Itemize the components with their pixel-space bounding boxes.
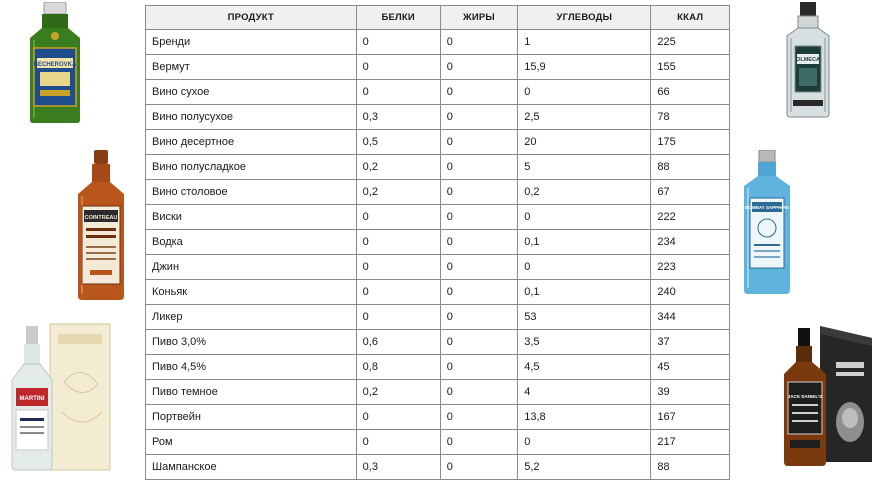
cell-carbs: 1: [518, 30, 651, 55]
cell-protein: 0,2: [356, 155, 440, 180]
table-row: [146, 455, 730, 480]
header-protein: БЕЛКИ: [356, 6, 440, 30]
cell-fat: 0: [440, 230, 518, 255]
bombay-sapphire-bottle-image: [738, 150, 796, 296]
cell-kcal: 240: [651, 280, 730, 305]
cell-kcal: 88: [651, 155, 730, 180]
table-row: [146, 55, 730, 80]
cell-fat: 0: [440, 30, 518, 55]
header-fat: ЖИРЫ: [440, 6, 518, 30]
cell-protein: 0: [356, 80, 440, 105]
cell-product: Вино полусладкое: [146, 155, 357, 180]
cell-product: Портвейн: [146, 405, 357, 430]
bombay-label-text: BOMBAY SAPPHIRE: [745, 205, 789, 210]
cell-carbs: 53: [518, 305, 651, 330]
table-row: [146, 180, 730, 205]
table-row: [146, 105, 730, 130]
cell-carbs: 0,1: [518, 230, 651, 255]
cell-product: Джин: [146, 255, 357, 280]
table-row: [146, 280, 730, 305]
cell-product: Бренди: [146, 30, 357, 55]
cell-protein: 0,3: [356, 455, 440, 480]
cell-kcal: 45: [651, 355, 730, 380]
cell-fat: 0: [440, 330, 518, 355]
cell-kcal: 344: [651, 305, 730, 330]
table-row: [146, 205, 730, 230]
cell-product: Ликер: [146, 305, 357, 330]
cell-fat: 0: [440, 130, 518, 155]
cell-protein: 0: [356, 280, 440, 305]
cell-protein: 0: [356, 205, 440, 230]
cell-fat: 0: [440, 155, 518, 180]
cell-fat: 0: [440, 430, 518, 455]
cell-carbs: 15,9: [518, 55, 651, 80]
olmeca-label-text: OLMECA: [796, 57, 820, 63]
cell-protein: 0: [356, 230, 440, 255]
table-row: [146, 330, 730, 355]
cell-fat: 0: [440, 455, 518, 480]
cell-product: Пиво 4,5%: [146, 355, 357, 380]
header-product: ПРОДУКТ: [146, 6, 357, 30]
cell-kcal: 66: [651, 80, 730, 105]
martini-bottle-image: [2, 322, 114, 472]
cell-product: Водка: [146, 230, 357, 255]
cell-kcal: 223: [651, 255, 730, 280]
cell-carbs: 3,5: [518, 330, 651, 355]
table-body: [146, 30, 730, 480]
header-carbs: УГЛЕВОДЫ: [518, 6, 651, 30]
cell-protein: 0: [356, 30, 440, 55]
cell-fat: 0: [440, 180, 518, 205]
cell-fat: 0: [440, 205, 518, 230]
cell-fat: 0: [440, 355, 518, 380]
cell-carbs: 5,2: [518, 455, 651, 480]
cell-protein: 0: [356, 55, 440, 80]
cell-protein: 0: [356, 405, 440, 430]
cell-carbs: 4,5: [518, 355, 651, 380]
cell-product: Пиво 3,0%: [146, 330, 357, 355]
table-row: [146, 130, 730, 155]
cell-product: Коньяк: [146, 280, 357, 305]
cell-carbs: 0: [518, 430, 651, 455]
becherovka-bottle-image: [26, 2, 84, 124]
jack-daniels-label-text: JACK DANIEL'S: [787, 394, 823, 399]
cell-protein: 0,8: [356, 355, 440, 380]
cell-carbs: 0,1: [518, 280, 651, 305]
cell-product: Вино десертное: [146, 130, 357, 155]
cell-fat: 0: [440, 255, 518, 280]
cell-carbs: 4: [518, 380, 651, 405]
martini-label-text: MARTINI: [19, 396, 45, 402]
cell-protein: 0,2: [356, 180, 440, 205]
table-row: [146, 305, 730, 330]
header-kcal: ККАЛ: [651, 6, 730, 30]
cell-fat: 0: [440, 280, 518, 305]
table-row: [146, 155, 730, 180]
cell-kcal: 234: [651, 230, 730, 255]
cell-product: Пиво темное: [146, 380, 357, 405]
cell-kcal: 88: [651, 455, 730, 480]
cell-carbs: 2,5: [518, 105, 651, 130]
table-row: [146, 255, 730, 280]
cell-kcal: 67: [651, 180, 730, 205]
cell-product: Виски: [146, 205, 357, 230]
cell-protein: 0,5: [356, 130, 440, 155]
cell-protein: 0: [356, 305, 440, 330]
cell-product: Вино сухое: [146, 80, 357, 105]
cointreau-bottle-image: [70, 150, 132, 302]
cell-protein: 0: [356, 255, 440, 280]
cell-kcal: 225: [651, 30, 730, 55]
cell-fat: 0: [440, 80, 518, 105]
olmeca-bottle-image: [783, 2, 833, 118]
table-row: [146, 355, 730, 380]
cell-product: Вермут: [146, 55, 357, 80]
becherovka-label-text: BECHEROVKA: [33, 62, 77, 68]
cell-kcal: 37: [651, 330, 730, 355]
table-row: [146, 380, 730, 405]
table-row: [146, 405, 730, 430]
cell-carbs: 0: [518, 205, 651, 230]
table-row: [146, 80, 730, 105]
cell-protein: 0: [356, 430, 440, 455]
cell-fat: 0: [440, 105, 518, 130]
cell-carbs: 13,8: [518, 405, 651, 430]
cell-carbs: 5: [518, 155, 651, 180]
cointreau-label-text: COINTREAU: [84, 215, 118, 221]
table-row: [146, 230, 730, 255]
nutrition-table: [145, 5, 730, 480]
cell-fat: 0: [440, 405, 518, 430]
cell-fat: 0: [440, 380, 518, 405]
table-row: [146, 30, 730, 55]
cell-carbs: 0,2: [518, 180, 651, 205]
cell-fat: 0: [440, 55, 518, 80]
table-header-row: [146, 6, 730, 30]
cell-kcal: 167: [651, 405, 730, 430]
cell-product: Ром: [146, 430, 357, 455]
cell-product: Вино полусухое: [146, 105, 357, 130]
cell-carbs: 0: [518, 80, 651, 105]
cell-protein: 0,2: [356, 380, 440, 405]
cell-protein: 0,3: [356, 105, 440, 130]
cell-carbs: 20: [518, 130, 651, 155]
jack-daniels-bottle-image: [780, 322, 876, 468]
cell-kcal: 39: [651, 380, 730, 405]
table-row: [146, 430, 730, 455]
cell-product: Вино столовое: [146, 180, 357, 205]
cell-kcal: 175: [651, 130, 730, 155]
cell-kcal: 78: [651, 105, 730, 130]
cell-kcal: 155: [651, 55, 730, 80]
cell-fat: 0: [440, 305, 518, 330]
cell-kcal: 222: [651, 205, 730, 230]
cell-protein: 0,6: [356, 330, 440, 355]
cell-carbs: 0: [518, 255, 651, 280]
cell-product: Шампанское: [146, 455, 357, 480]
cell-kcal: 217: [651, 430, 730, 455]
